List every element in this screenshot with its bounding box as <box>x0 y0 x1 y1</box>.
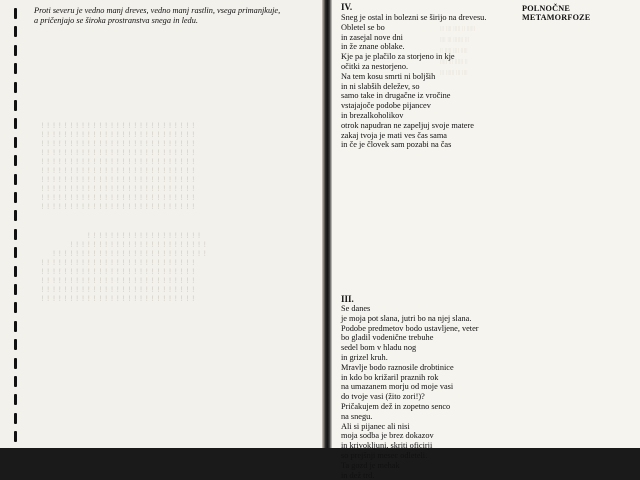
spiral-binding <box>14 0 20 448</box>
binding-ring <box>14 8 17 19</box>
binding-ring <box>14 26 17 37</box>
poem-line: in brezalkoholikov <box>341 110 404 120</box>
poem-line: Kje pa je plačilo za storjeno in kje <box>341 52 455 62</box>
binding-ring <box>14 174 17 185</box>
binding-ring <box>14 229 17 240</box>
poem-line: samo take in drugačne iz vročine <box>341 91 451 101</box>
poem-line: in že znane oblake. <box>341 42 405 52</box>
poem-line: Ta gozd je mehak <box>341 460 400 470</box>
binding-ring <box>14 413 17 424</box>
poem-line: otrok napudran ne zapeljuj svoje matere <box>341 120 474 130</box>
intro-line: a pričenjajo se široka prostranstva snega in ledu. <box>34 16 198 26</box>
poem-line: Obletel se bo <box>341 22 385 32</box>
intro-line: Proti severu je vedno manj dreves, vedno manj rastlin, vsega primanjkuje, <box>34 6 281 15</box>
binding-ring <box>14 358 17 369</box>
poem-line: zakaj tvoja je mati ves čas sama <box>341 130 447 140</box>
binding-ring <box>14 137 17 148</box>
binding-ring <box>14 339 17 350</box>
poem-line: in če je človek sam pozabi na čas <box>341 140 452 150</box>
binding-ring <box>14 376 17 387</box>
book-gutter <box>322 0 332 448</box>
poem-line: na umazanem morju od moje vasi <box>341 382 454 392</box>
poem-line: in ni slabših deležev, so <box>341 81 420 91</box>
binding-ring <box>14 394 17 405</box>
poem-line: Se danes <box>341 304 371 313</box>
poem-line: Podobe predmetov bodo ustavljene, veter <box>341 323 479 333</box>
poem-line: očitki za nestorjeno. <box>341 61 409 71</box>
poem-line: je moja pot slana, jutri bo na njej slana. <box>341 313 472 323</box>
binding-ring <box>14 63 17 74</box>
poem-line: in kdo bo križaril praznih rok <box>341 372 439 382</box>
poem-line: Pričakujem dež in zopetno senco <box>341 401 451 411</box>
bleed-through-pattern: ǃǃǃǃǃǃǃǃǃǃǃǃǃǃǃǃǃǃǃǃ ǃǃǃǃǃǃǃǃǃǃǃǃǃǃǃǃǃǃǃǃǃǃǃǃ ǃǃǃǃǃǃǃǃǃǃǃǃǃǃǃǃǃǃǃǃǃǃǃǃǃǃǃ ǃǃǃǃǃǃǃǃǃǃǃǃǃǃǃǃǃǃǃǃǃǃǃǃǃǃǃ ǃǃǃǃǃǃǃǃǃǃǃǃǃǃǃǃǃǃǃǃǃǃǃǃǃǃǃ ǃǃǃǃǃǃǃǃǃǃǃǃǃǃǃǃǃǃǃǃǃǃǃǃǃǃǃ ǃǃǃǃǃǃǃǃǃǃǃǃǃǃǃǃǃǃǃǃǃǃǃǃǃǃǃ ǃǃǃǃǃǃǃǃǃǃǃǃǃǃǃǃǃǃǃǃǃǃǃǃǃǃǃ <box>40 232 209 304</box>
intro-paragraph <box>34 6 304 27</box>
poem-line: so prejšnji mesec odleteli. <box>341 450 428 460</box>
bleed-through-pattern: ǃǃǃǃǃǃǃǃǃǃǃǃǃǃǃǃǃǃǃǃǃǃǃǃǃǃǃ ǃǃǃǃǃǃǃǃǃǃǃǃǃǃǃǃǃǃǃǃǃǃǃǃǃǃǃ ǃǃǃǃǃǃǃǃǃǃǃǃǃǃǃǃǃǃǃǃǃǃǃǃǃǃǃ ǃǃǃǃǃǃǃǃǃǃǃǃǃǃǃǃǃǃǃǃǃǃǃǃǃǃǃ ǃǃǃǃǃǃǃǃǃǃǃǃǃǃǃǃǃǃǃǃǃǃǃǃǃǃǃ ǃǃǃǃǃǃǃǃǃǃǃǃǃǃǃǃǃǃǃǃǃǃǃǃǃǃǃ ǃǃǃǃǃǃǃǃǃǃǃǃǃǃǃǃǃǃǃǃǃǃǃǃǃǃǃ ǃǃǃǃǃǃǃǃǃǃǃǃǃǃǃǃǃǃǃǃǃǃǃǃǃǃǃ ǃǃǃǃǃǃǃǃǃǃǃǃǃǃǃǃǃǃǃǃǃǃǃǃǃǃǃ ǃǃǃǃǃǃǃǃǃǃǃǃǃǃǃǃǃǃǃǃǃǃǃǃǃǃǃ <box>40 122 197 212</box>
poem-line: in dež trd. <box>341 470 375 480</box>
poem-line: Ali si pijanec ali nisi <box>341 421 410 431</box>
poem-line: in zasejal nove dni <box>341 32 403 42</box>
left-page <box>0 0 322 448</box>
poem-line: Na tem kosu smrti ni boljših <box>341 71 436 81</box>
poem-line: bo gladil vodenične trebuhe <box>341 333 434 343</box>
poem-line: Mravlje bodo raznosile drobtinice <box>341 362 454 372</box>
binding-ring <box>14 302 17 313</box>
poem-line: na snegu. <box>341 411 373 421</box>
binding-ring <box>14 321 17 332</box>
section-number: III. <box>341 294 354 304</box>
binding-ring <box>14 82 17 93</box>
bleed-through-text: ǀǀǀ ǀǀǀǀ ǀǀǀǀǀ ǀǀ ǀǀǀǀǀǀ ǀǀǀǀ ǀǀǀ ǀǀǀǀǀǀǀ ǀǀǀ ǀǀ ǀǀǀǀǀ ǀǀǀǀ ǀǀǀǀǀ ǀǀǀǀǀ ǀǀǀ ǀǀǀǀǀǀ ǀǀ ǀǀǀ ǀǀǀǀǀǀ ǀǀǀ ǀǀǀǀ <box>440 25 476 77</box>
section-number: IV. <box>341 2 353 12</box>
poem-section-iii <box>341 304 479 480</box>
binding-ring <box>14 155 17 166</box>
poem-line: Sneg je ostal in bolezni se širijo na drevesu. <box>341 13 487 22</box>
poem-section-iv <box>341 13 486 150</box>
binding-ring <box>14 210 17 221</box>
poem-line: sedel bom v hladu nog <box>341 343 417 353</box>
poem-line: moja sodba je brez dokazov <box>341 431 434 441</box>
binding-ring <box>14 45 17 56</box>
binding-ring <box>14 118 17 129</box>
poem-line: in krivokljuni, skriti oficirji <box>341 441 433 451</box>
poem-line: in grizel kruh. <box>341 352 388 362</box>
running-header: POLNOČNE METAMORFOZE <box>522 4 591 22</box>
poem-line: do tvoje vasi (žito zori!)? <box>341 392 425 402</box>
binding-ring <box>14 192 17 203</box>
binding-ring <box>14 284 17 295</box>
binding-ring <box>14 266 17 277</box>
binding-ring <box>14 431 17 442</box>
binding-ring <box>14 100 17 111</box>
binding-ring <box>14 247 17 258</box>
poem-line: vstajajoče podobe pijancev <box>341 101 431 111</box>
